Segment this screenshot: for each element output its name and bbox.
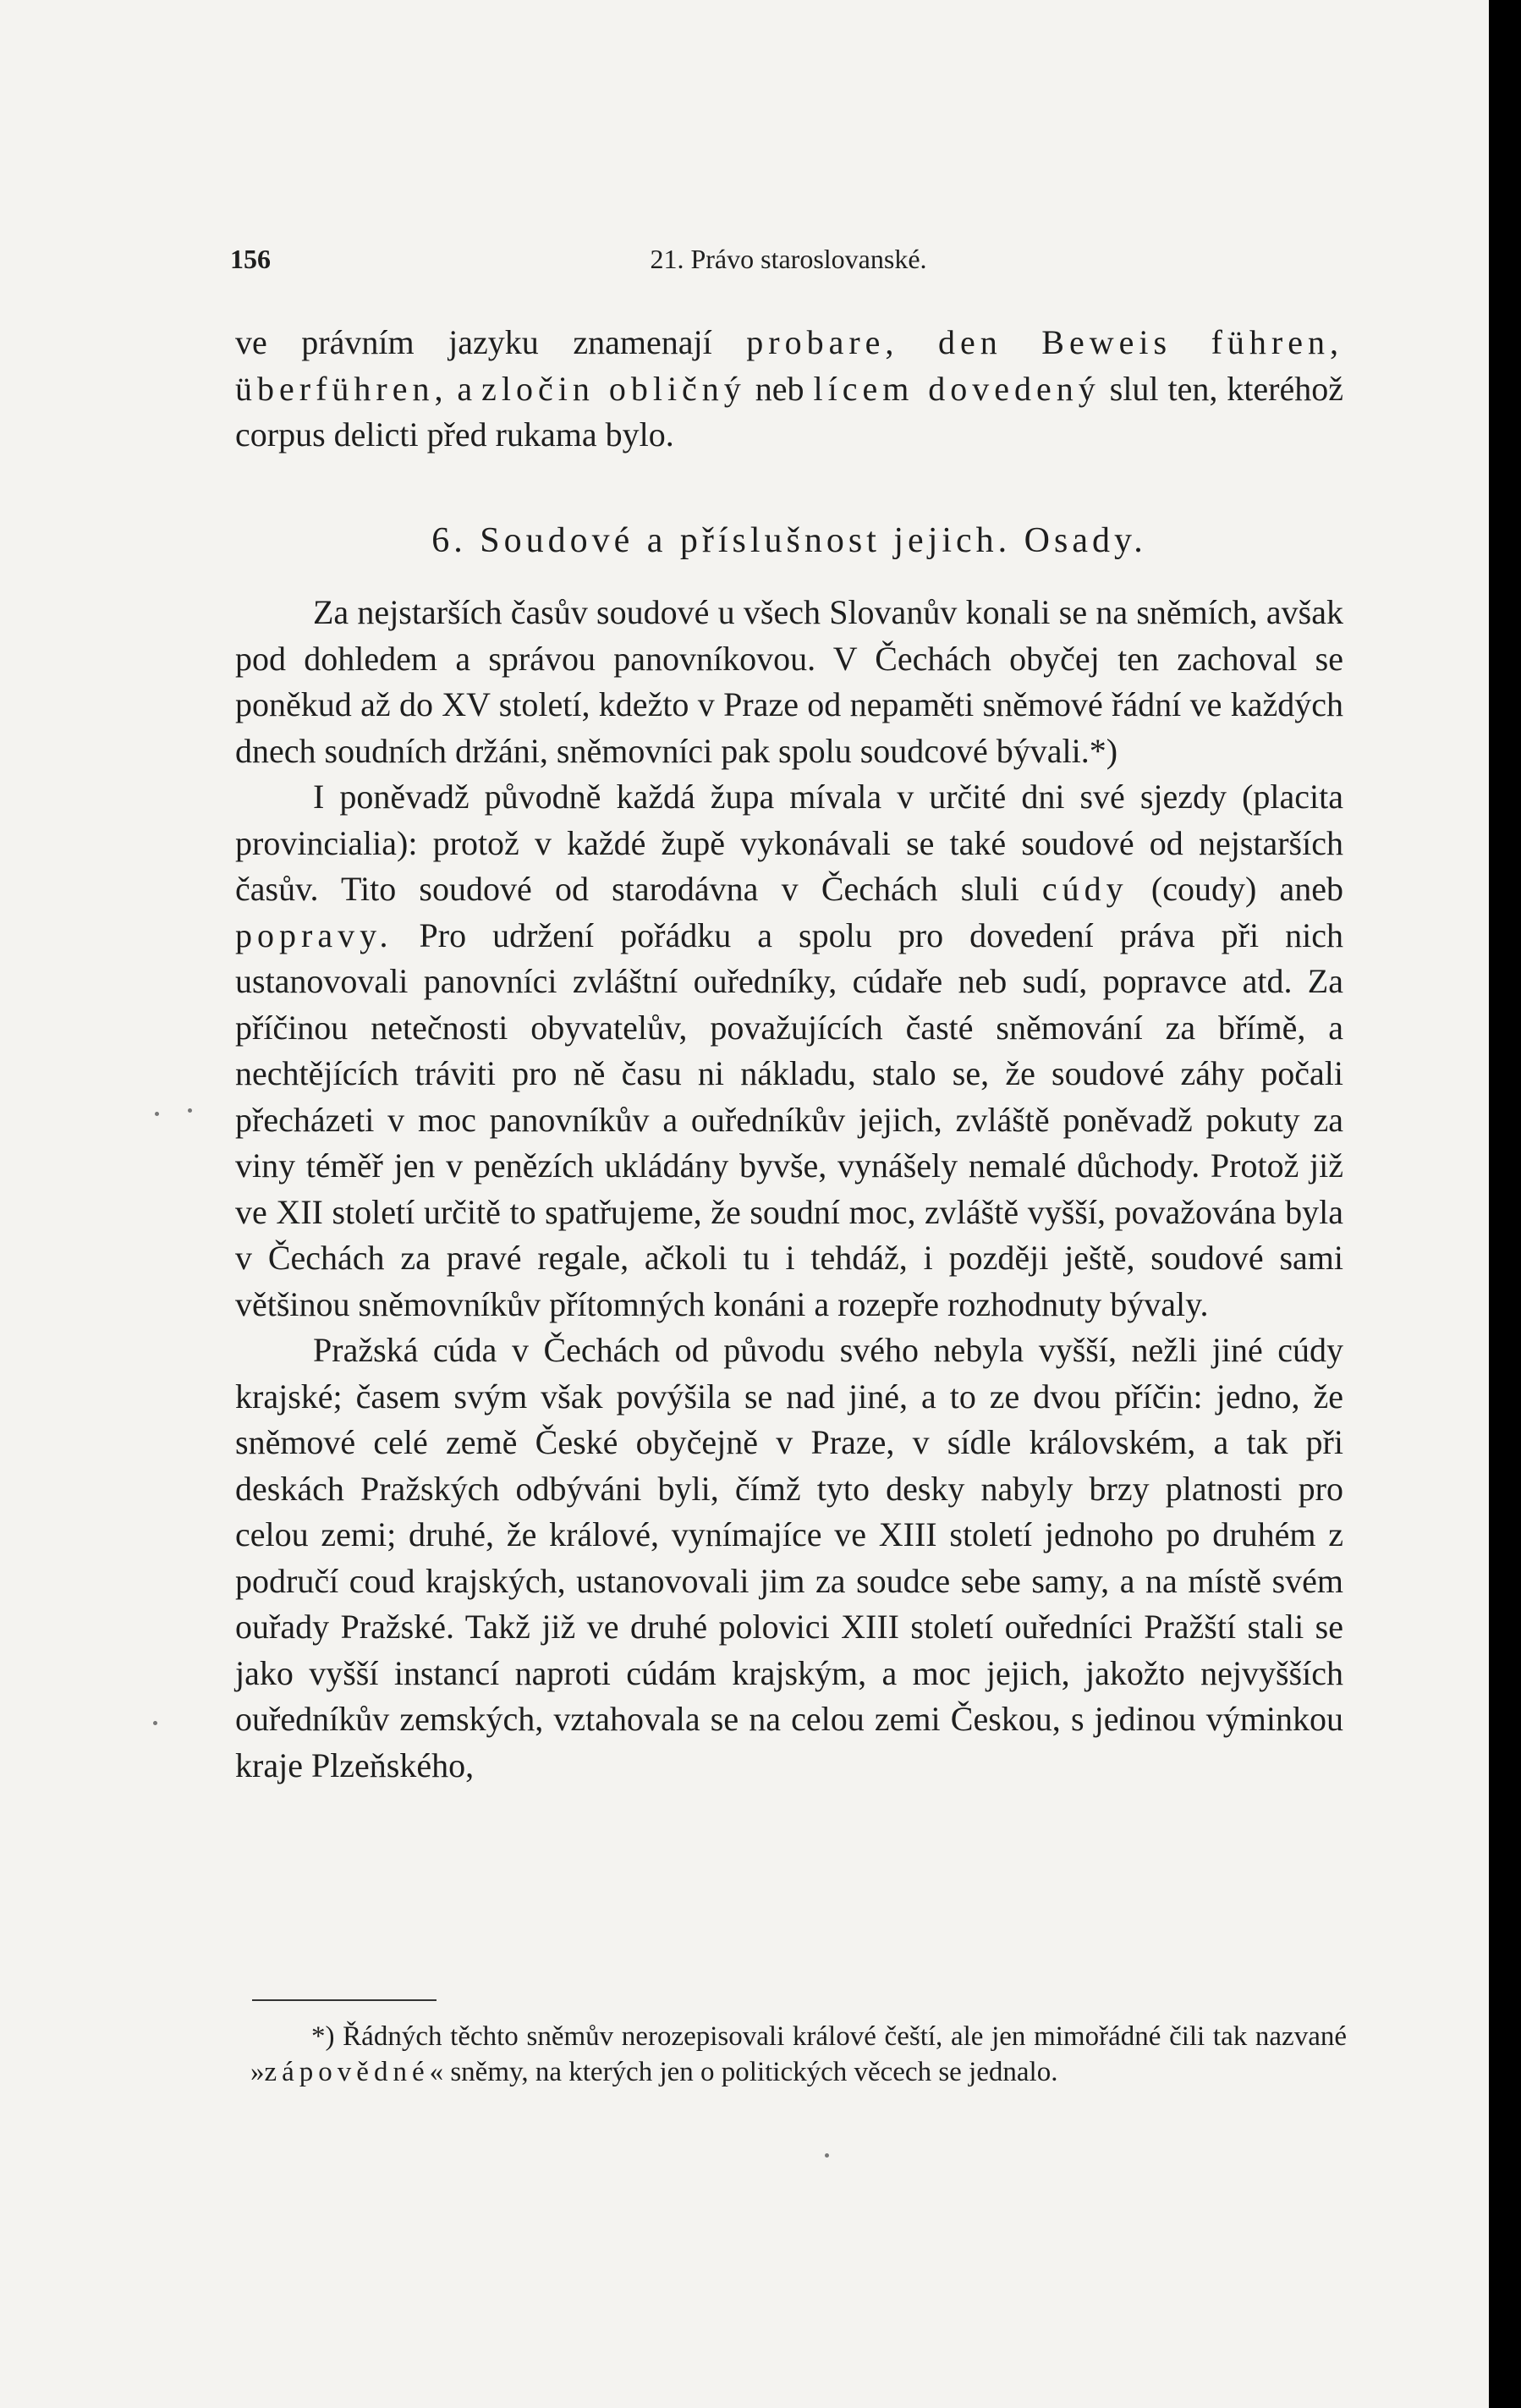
spaced-term: zločin obličný (481, 369, 746, 408)
spaced-term: lícem dovedený (813, 369, 1101, 408)
scan-speck (825, 2153, 829, 2158)
continuation-paragraph: ve právním jazyku znamenají probare, den Beweis führen, überführen, a zločin obličný neb lícem dovedený slul ten, kteréhož corpus delicti před rukama bylo. (235, 323, 1344, 454)
paragraph-2: I poněvadž původně každá župa mívala v určité dni své sjezdy (placita provincialia): protož v každé župě vykonávali se také soudové od nejstarších časův. Tito soudové od starodávna v Čechách sluli cúdy (coudy) aneb popravy. Pro udržení pořádku a spolu pro dovedení práva při nich ustanovovali panovníci zvláštní ouředníky, cúdaře neb sudí, popravce atd. Za příčinou netečnosti obyvatelův, považujících časté sněmování za břímě, a nechtějících tráviti pro ně času ni nákladu, stalo se, že soudové záhy počali přecházeti v moc panovníkův a ouředníkův jejich, zvláště poněvadž pokuty za viny téměř jen v penězích ukládány byvše, vynášely nemalé důchody. Protož již ve XII století určitě to spatřujeme, že soudní moc, zvláště vyšší, považována byla v Čechách za pravé regale, ačkoli tu i tehdáž, i později ještě, soudové sami většinou sněmovníkův přítomných konáni a rozepře rozhodnuty bývaly. (235, 778, 1343, 1323)
section-title: Soudové a příslušnost jejich. Osady. (480, 521, 1147, 560)
footnote-divider (252, 1999, 437, 2001)
page-number: 156 (230, 244, 271, 274)
spaced-term: zápovědné (264, 2057, 430, 2087)
section-number: 6. (431, 521, 467, 560)
paragraph-3: Pražská cúda v Čechách od původu svého nebyla vyšší, nežli jiné cúdy krajské; časem svým však povýšila se nad jiné, a to ze dvou příčin: jedno, že sněmové celé země České obyčejně v Praze, v sídle královském, a tak při deskách Pražských odbýváni byli, čímž tyto desky nabyly brzy platnosti pro celou zemi; druhé, že králové, vynímajíce ve XIII století jednoho po druhém z područí coud krajských, ustanovovali jim za soudce sebe samy, a na místě svém ouřady Pražské. Takž již ve druhé polovici XIII století ouředníci Pražští stali se jako vyšší instancí naproti cúdám krajským, a moc jejich, jakožto nejvyšších ouředníkův zemských, vztahovala se na celou zemi Českou, s jedinou výminkou kraje Plzeňského, (235, 1331, 1343, 1784)
scan-speck (155, 1112, 159, 1116)
paragraph-1: Za nejstarších časův soudové u všech Slovanův konali se na sněmích, avšak pod dohledem a správou panovníkovou. V Čechách obyčej ten zachoval se poněkud až do XV století, kdežto v Praze od nepaměti sněmové řádní ve každých dnech soudních držáni, sněmovníci pak spolu soudcové bývali.*) (235, 593, 1343, 770)
scan-border (1489, 0, 1521, 2408)
running-title: 21. Právo staroslovanské. (650, 244, 927, 274)
spaced-term: probare, den Beweis führen, überführen, (235, 323, 1343, 408)
body-text (235, 590, 1343, 1789)
scan-speck (153, 1721, 157, 1725)
spaced-term: cúdy (1041, 870, 1128, 908)
section-heading (235, 520, 1343, 561)
footnote: *) Řádných těchto sněmův nerozepisovali králové čeští, ale jen mimořádné čili tak nazvané »zápovědné« sněmy, na kterých jen o politických věcech se jednalo. (250, 2021, 1347, 2087)
scan-speck (188, 1108, 192, 1113)
spaced-term: popravy. (235, 915, 393, 954)
page-header (230, 244, 1347, 281)
